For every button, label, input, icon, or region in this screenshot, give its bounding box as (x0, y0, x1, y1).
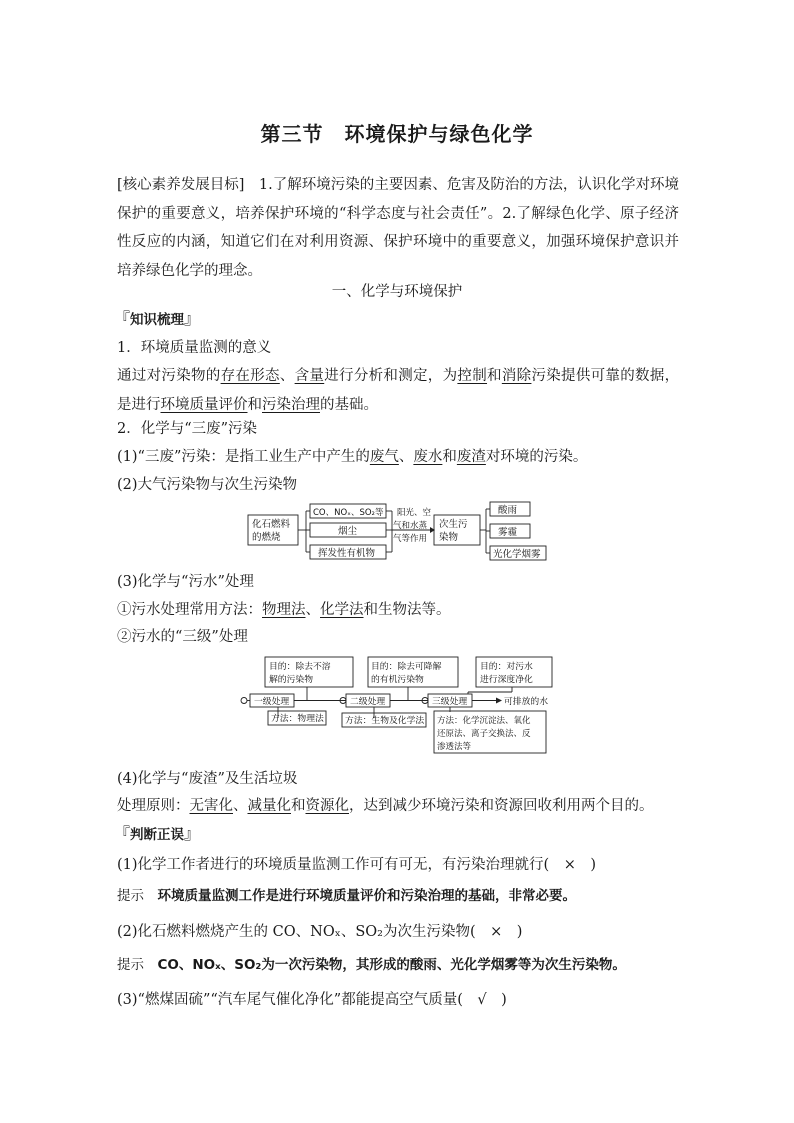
blank-answer: 废气 (369, 449, 399, 465)
diagram-label: 次生污 (439, 519, 468, 530)
diagram-label: 一级处理 (254, 697, 290, 707)
diagram-label: 的有机污染物 (371, 675, 424, 685)
diagram-label: 目的：对污水 (480, 662, 533, 672)
core-goals-text: 1.了解环境污染的主要因素、危害及防治的方法，认识化学对环境保护的重要意义，培养保护环境的“科学态度与社会责任”。2.了解绿色化学、原子经济性反应的内涵，知道它们在对利用资源、保护环境中的重要意义，加强环境保护意识并培养绿色化学的理念。 (117, 177, 679, 279)
diagram-label: 光化学烟雾 (493, 549, 541, 560)
blank-answer: 环境质量评价 (160, 396, 248, 413)
core-goals-paragraph (117, 171, 679, 285)
diagram-label: 染物 (439, 532, 459, 543)
air-pollution-diagram (240, 500, 550, 565)
blank-answer: 存在形态 (220, 368, 280, 384)
blank-answer: 物理法 (262, 602, 306, 618)
diagram-label: 方法：生物及化学法 (345, 716, 425, 726)
diagram-label: 气等作用 (393, 534, 428, 544)
judge-header-label: 判断正误 (130, 827, 185, 843)
hint-text: CO、NOₓ、SO₂为一次污染物，其形成的酸雨、光化学烟雾等为次生污染物。 (144, 957, 626, 973)
blank-answer: 化学法 (320, 602, 364, 618)
diagram-label: 还原法、离子交换法、反 (437, 729, 531, 739)
blank-answer: 资源化 (305, 798, 349, 814)
k2-heading: 2．化学与“三废”污染 (117, 421, 258, 437)
diagram-label: CO、NOₓ、SO₂等 (313, 508, 384, 518)
diagram-label: 可排放的水 (504, 697, 548, 707)
judgment-hint (117, 953, 626, 973)
core-goals-label: [核心素养发展目标] (117, 177, 245, 193)
k2-s1: (1)“三废”污染：是指工业生产中产生的废气、废水和废渣对环境的污染。 (117, 449, 588, 465)
blank-answer: 含量 (294, 368, 325, 384)
k3-heading: (3)化学与“污水”处理 (117, 574, 254, 590)
diagram-label: 渗透法等 (437, 742, 472, 752)
k1-paragraph: 通过对污染物的存在形态、含量进行分析和测定，为控制和消除污染提供可靠的数据，是进行环境质量评价和污染治理的基础。 (117, 368, 680, 413)
blank-answer: 控制 (457, 368, 488, 384)
hint-label: 提示 (117, 888, 144, 904)
judgment-question: (2)化石燃料燃烧产生的 CO、NOₓ、SO₂为次生污染物( × ) (117, 924, 523, 940)
diagram-label: 目的：除去可降解 (371, 662, 442, 672)
diagram-label: 雾霾 (498, 527, 518, 538)
hint-text: 环境质量监测工作是进行环境质量评价和污染治理的基础，非常必要。 (144, 888, 576, 904)
diagram-label: 酸雨 (498, 505, 518, 516)
diagram-label: 方法：物理法 (271, 714, 324, 724)
blank-answer: 减量化 (247, 798, 291, 814)
section-heading: 一、化学与环境保护 (331, 284, 463, 300)
diagram-label: 二级处理 (350, 697, 386, 707)
knowledge-header: 『知识梳理』 (114, 309, 201, 328)
k3-methods: ①污水处理常用方法：物理法、化学法和生物法等。 (117, 602, 451, 618)
diagram-label: 阳光、空 (397, 508, 432, 518)
diagram-label: 三级处理 (432, 697, 468, 707)
diagram-label: 目的：除去不溶 (269, 662, 331, 672)
judgment-question: (3)“燃煤固硫”“汽车尾气催化净化”都能提高空气质量( √ ) (117, 992, 507, 1008)
sewage-treatment-diagram (240, 654, 560, 758)
judgment-question: (1)化学工作者进行的环境质量监测工作可有可无，有污染治理就行( × ) (117, 857, 596, 873)
diagram-label: 方法：化学沉淀法、氧化 (437, 716, 531, 726)
k3-levels: ②污水的“三级”处理 (117, 629, 248, 645)
k2-s2: (2)大气污染物与次生污染物 (117, 477, 298, 493)
diagram-label: 解的污染物 (269, 675, 313, 685)
judge-header: 『判断正误』 (114, 824, 201, 843)
diagram-label: 化石燃料 (252, 519, 291, 530)
blank-answer: 污染治理 (262, 396, 320, 413)
blank-answer: 无害化 (189, 798, 233, 814)
k1-heading: 1．环境质量监测的意义 (117, 340, 272, 356)
knowledge-header-label: 知识梳理 (130, 312, 185, 328)
k4-heading: (4)化学与“废渣”及生活垃圾 (117, 771, 298, 787)
diagram-label: 进行深度净化 (480, 675, 533, 685)
blank-answer: 废水 (413, 449, 443, 465)
diagram-label: 挥发性有机物 (318, 548, 376, 559)
diagram-label: 气和水蒸 (393, 521, 428, 531)
diagram-label: 烟尘 (338, 526, 358, 537)
page-title: 第三节 环境保护与绿色化学 (260, 122, 534, 146)
hint-label: 提示 (117, 957, 144, 973)
blank-answer: 废渣 (456, 449, 486, 465)
diagram-label: 的燃烧 (252, 532, 281, 543)
blank-answer: 消除 (501, 368, 532, 384)
judgment-hint (117, 884, 576, 904)
k4-principle: 处理原则：无害化、减量化和资源化，达到减少环境污染和资源回收利用两个目的。 (117, 798, 654, 814)
